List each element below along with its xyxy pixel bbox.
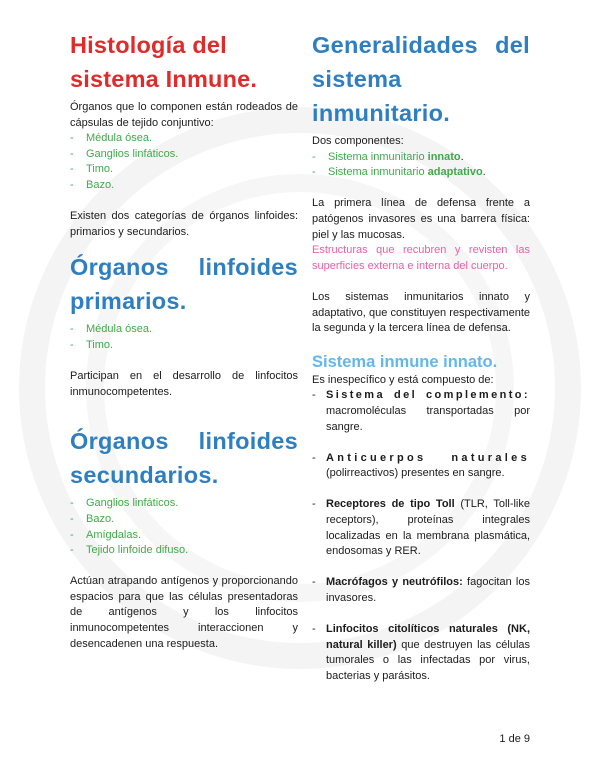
secondary-paragraph: Actúan atrapando antígenos y proporcionando espacios para que las células presentadoras de antígenos y los linfocitos inmunocompetentes interaccionen y desencadenen una respuesta. [70,575,298,650]
innate-intro: Es inespecífico y está compuesto de: [312,373,494,386]
list-item: - Tejido linfoide difuso. [70,543,298,559]
list-item: - Anticuerpos naturales (polirreactivos) presentes en sangre. [312,451,530,482]
heading-line: Órganos linfoides [70,254,298,281]
list-item: - Bazo. [70,178,298,194]
heading-line: Órganos linfoides [70,428,298,455]
primary-list [70,322,298,353]
right-column [312,28,530,685]
intro-paragraph: Órganos que lo componen están rodeados de cápsulas de tejido conjuntivo: [70,101,298,129]
list-item: - Ganglios linfáticos. [70,147,298,163]
components-label: Dos componentes: [312,135,404,147]
components-list [312,150,530,181]
list-item: - Bazo. [70,512,298,528]
generalities-heading [312,28,530,130]
list-item: - Linfocitos citolíticos naturales (NK, natural killer) que destruyen las células tumorales o las infectadas por virus, bacterias y parásitos. [312,622,530,684]
heading-line: primarios. [70,288,187,315]
first-line-paragraph: La primera línea de defensa frente a patógenos invasores es una barrera física: piel y las mucosas. [312,197,530,241]
heading-line: secundarios. [70,462,219,489]
organs-list [70,131,298,193]
heading-line: Generalidades del [312,32,530,58]
left-column [70,28,298,652]
primary-paragraph: Participan en el desarrollo de linfocitos inmunocompetentes. [70,370,298,398]
second-third-paragraph: Los sistemas inmunitarios innato y adaptativo, que constituyen respectivamente la segunda y la tercera línea de defensa. [312,290,530,335]
list-item: - Receptores de tipo Toll (TLR, Toll-like receptors), proteínas integrales localizadas en la membrana plasmática, endosomas y RER. [312,497,530,559]
secondary-heading [70,424,298,492]
list-item: - Timo. [70,162,298,178]
main-title: Histología del sistema Inmune. [70,32,258,92]
list-item: - Sistema inmunitario innato. [312,150,530,166]
list-item: - Médula ósea. [70,131,298,147]
list-item: - Timo. [70,338,298,354]
list-item: - Macrófagos y neutrófilos: fagocitan los invasores. [312,575,530,606]
list-item: - Sistema inmunitario adaptativo. [312,165,530,181]
list-item: - Ganglios linfáticos. [70,496,298,512]
innate-list [312,388,530,684]
heading-line: sistema inmunitario. [312,66,451,126]
innate-heading: Sistema inmune innato. [312,352,498,371]
categories-paragraph: Existen dos categorías de órganos linfoides: primarios y secundarios. [70,210,298,238]
secondary-list [70,496,298,558]
primary-heading [70,250,298,318]
list-item: - Sistema del complemento: macromoléculas transportadas por sangre. [312,388,530,435]
list-item: - Amígdalas. [70,528,298,544]
page-number: 1 de 9 [499,733,530,745]
list-item: - Médula ósea. [70,322,298,338]
structures-paragraph: Estructuras que recubren y revisten las superficies externa e interna del cuerpo. [312,244,530,272]
